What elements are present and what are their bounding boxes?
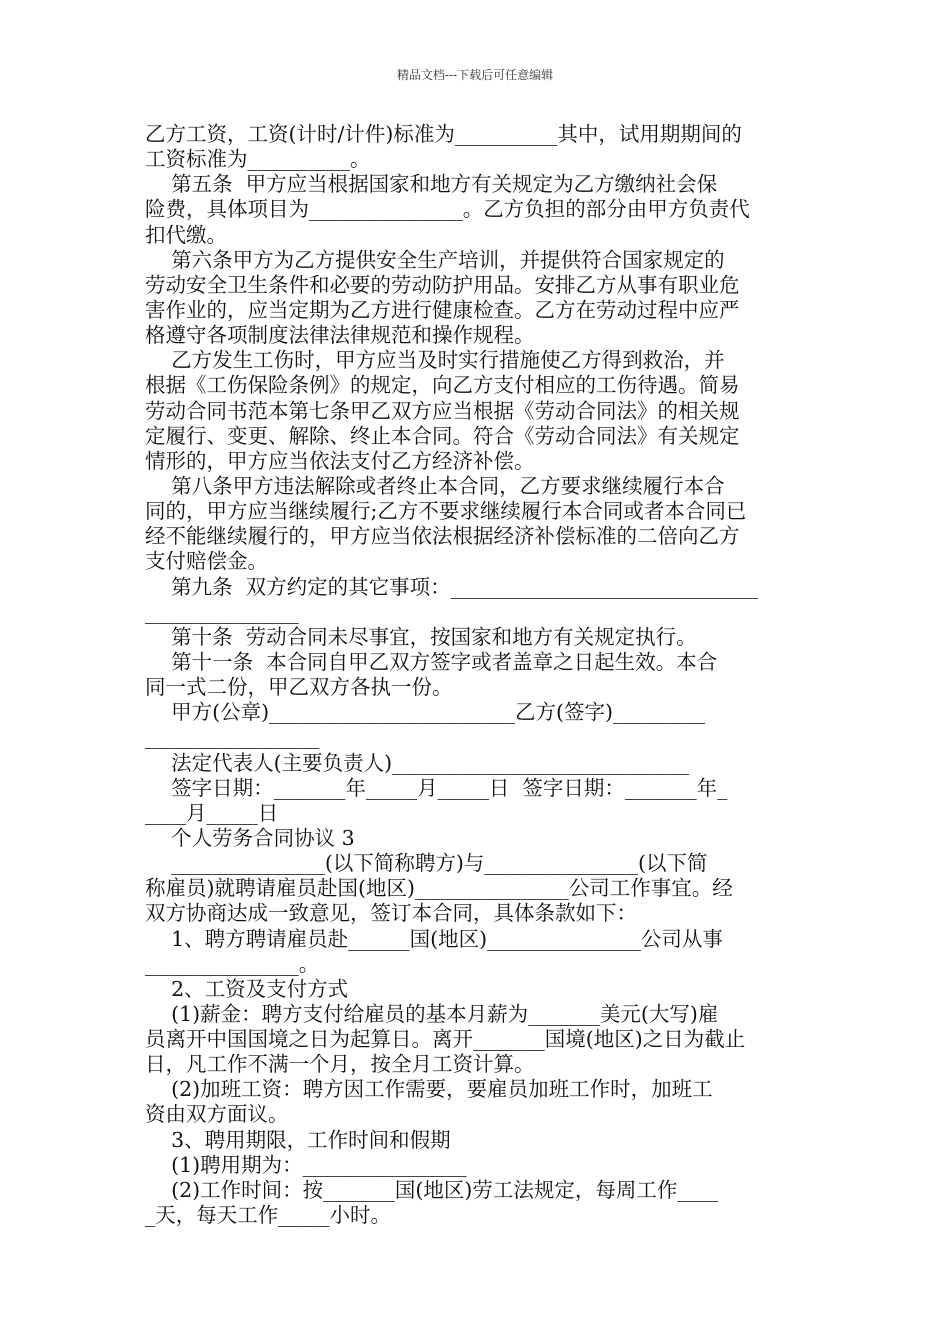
text-line: 员离开中国国境之日为起算日。离开_______国境(地区)之日为截止 [145,1027,746,1052]
text-line: 情形的，甲方应当依法支付乙方经济补偿。 [145,448,535,473]
text-line: 第九条 双方约定的其它事项：______________________________ [145,574,759,599]
text-line: _______________ [145,599,299,624]
text-line: 工资标准为__________。 [145,147,371,172]
text-line: 乙方工资，工资(计时/计件)标准为__________其中，试用期期间的 [145,122,742,146]
text-line: 定履行、变更、解除、终止本合同。符合《劳动合同法》有关规定 [145,423,740,448]
text-line: (2)工作时间：按_______国(地区)劳工法规定，每周工作____ [145,1177,719,1202]
text-line: _______________(以下简称聘方)与_______________(以下简 [145,851,708,876]
text-line: _天，每天工作_____小时。 [145,1203,391,1228]
document-body [145,122,805,1228]
text-line: 第十一条 本合同自甲乙双方签字或者盖章之日起生效。本合 [145,649,718,674]
text-line: ____月_____日 [145,800,279,825]
text-line: 资由双方面议。 [145,1102,289,1127]
text-line: 3、聘用期限，工作时间和假期 [145,1127,451,1152]
text-line: 个人劳务合同协议 3 [145,825,355,850]
text-line: 劳动安全卫生条件和必要的劳动防护用品。安排乙方从事有职业危 [145,272,740,297]
page-header: 精品文档---下载后可任意编辑 [396,68,554,82]
text-line: 支付赔偿金。 [145,549,268,574]
text-line: 劳动合同书范本第七条甲乙双方应当根据《劳动合同法》的相关规 [145,398,740,423]
text-line: 第六条甲方为乙方提供安全生产培训，并提供符合国家规定的 [145,247,725,272]
text-line: _________________ [145,725,320,750]
text-line: 法定代表人(主要负责人)_____________________________ [145,750,690,775]
text-line: (2)加班工资：聘方因工作需要，要雇员加班工作时，加班工 [145,1077,713,1102]
text-line: 乙方发生工伤时，甲方应当及时实行措施使乙方得到救治，并 [145,348,725,373]
text-line: 称雇员)就聘请雇员赴国(地区)_______________公司工作事宜。经 [145,876,733,901]
text-line: 险费，具体项目为_______________。乙方负担的部分由甲方负责代 [145,197,750,222]
text-line: (1)聘用期为：________________ [145,1152,467,1177]
text-line: _______________。 [145,951,320,976]
text-line: 格遵守各项制度法律法律规范和操作规程。 [145,323,535,348]
text-line: 同一式二份，甲乙双方各执一份。 [145,675,453,700]
text-line: 签字日期：_______年_____月_____日 签字日期：_______年_ [145,775,728,800]
text-line: 甲方(公章)________________________乙方(签字)_________ [145,700,706,725]
text-line: 根据《工伤保险条例》的规定，向乙方支付相应的工伤待遇。简易 [145,373,740,398]
text-line: 1、聘方聘请雇员赴______国(地区)_______________公司从事 [145,926,723,951]
text-line: 经不能继续履行的，甲方应当依法根据经济补偿标准的二倍向乙方 [145,524,740,549]
text-line: 同的，甲方应当继续履行;乙方不要求继续履行本合同或者本合同已 [145,499,747,524]
text-line: 第八条甲方违法解除或者终止本合同，乙方要求继续履行本合 [145,473,725,498]
text-line: 第五条 甲方应当根据国家和地方有关规定为乙方缴纳社会保 [145,172,718,197]
text-line: 日，凡工作不满一个月，按全月工资计算。 [145,1052,535,1077]
text-line: (1)薪金：聘方支付给雇员的基本月薪为_______美元(大写)雇 [145,1001,719,1026]
text-line: 扣代缴。 [145,222,227,247]
text-line: 2、工资及支付方式 [145,976,349,1001]
text-line: 害作业的，应当定期为乙方进行健康检查。乙方在劳动过程中应严 [145,297,740,322]
text-line: 双方协商达成一致意见，签订本合同，具体条款如下： [145,901,637,926]
text-line: 第十条 劳动合同未尽事宜，按国家和地方有关规定执行。 [145,624,697,649]
